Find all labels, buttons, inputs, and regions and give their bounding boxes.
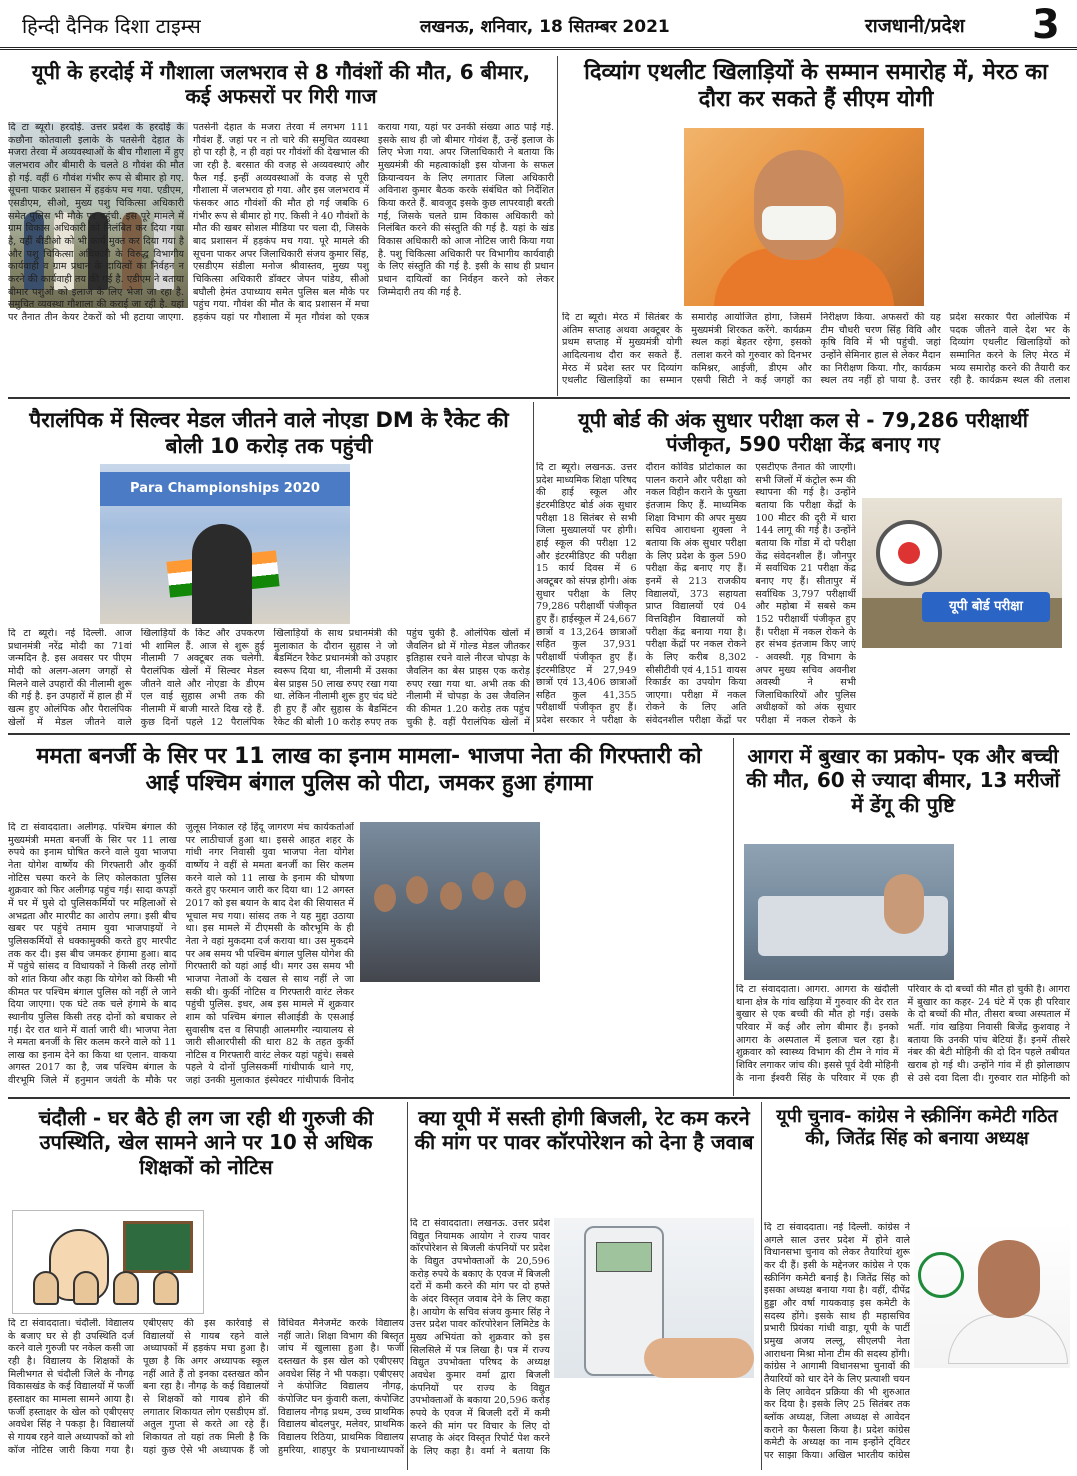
section-rule	[8, 397, 1070, 399]
story-headline: यूपी के हरदोई में गौशाला जलभराव से 8 गौवंशों की मौत, 6 बीमार, कई अफसरों पर गिरी गाज	[31, 60, 531, 109]
issue-date: लखनऊ, शनिवार, 18 सितम्बर 2021	[420, 17, 670, 37]
story-body: दि टा ब्यूरो। मेरठ में सितंबर के अंतिम सप्ताह अथवा अक्टूबर के प्रथम सप्ताह में मुख्यमंत्री योगी आदित्यनाथ दौरा कर सकते हैं. मेरठ में प्रदेश स्तर पर दिव्यांग एथलीट खिलाड़ियों का सम्मान समारोह आयोजित होगा, जिसमें मुख्यमंत्री शिरकत करेंगे. कार्यक्रम स्थल कहां बेहतर रहेगा, इसको तलाश करने को गुरुवार को दिनभर कमिश्नर, आईजी, डीएम और एसपी सिटी ने कई जगहों का निरीक्षण किया. अफसरों की यह टीम चौधरी चरण सिंह विवि और कृषि विवि में भी पहुंची. जहां उन्होंने सेमिनार हाल से लेकर मैदान का निरीक्षण किया. गौर, कार्यक्रम स्थल तय नहीं हो पाया है. उत्तर प्रदेश सरकार पैरा ओलंपिक में पदक जीतने वाले देश भर के दिव्यांग एथलीट खिलाड़ियों को सम्मानित करने के लिए मेरठ में भव्य समारोह करने की तैयारी कर रही है. कार्यक्रम स्थल की तलाश	[562, 312, 1070, 387]
story-yogi	[562, 56, 1070, 396]
story-photo-exam	[862, 498, 1062, 648]
story-agra	[736, 738, 1070, 1096]
story-photo-hospital	[744, 844, 954, 980]
story-body: दि टा ब्यूरो। हरदोई. उत्तर प्रदेश के हरदोई के कछौना कोतवाली इलाके के पतसेनी देहात के मजरा तेरवा में अव्यवस्थाओं के बीच गौशाला में हुए जलभराव और बीमारी के चलते 8 गौवंश की मौत हो गई. वहीं 6 गौवंश गंभीर रूप से बीमार हो गए. सूचना पाकर प्रशासन में हड़कंप मच गया. एडीएम, एसडीएम, सीओ, मुख्य पशु चिकित्सा अधिकारी समेत पुलिस भी मौके पर पहुंची. इस पूरे मामले में ग्राम विकास अधिकारी को निलंबित कर दिया गया है, वहीं बीडीओ को भी कार्य मुक्त कर दिया गया है और पशु चिकित्सा अधिकारी के विरुद्ध विभागीय कार्यवाही व ग्राम प्रधान के दायित्वों का निर्वहन न करने की कार्यवाही तय की गई है. एडीएम ने बताया बीमार पशुओं को इलाज के लिए भेजा जा रहा है. समुचित व्यवस्था गौशाला की कराई जा रही है. यहां पर तैनात तीन केयर टेकरों को भी हटाया जाएगा. पतसेनी देहात के मजरा तेरवा में लगभग 111 गौवंश हैं. जहां पर न तो चारे की समुचित व्यवस्था हो पा रही है, न ही वहां पर गौवंशों की देखभाल की जा रही है. बरसात की वजह से अव्यवस्थाएं और फैल गईं. इन्हीं अव्यवस्थाओं के वजह से पूरी गौशाला में जलभराव हो गया. और इस जलभराव में फंसकर आठ गौवंशों की मौत हो गई जबकि 6 गंभीर रूप से बीमार हो गए. किसी ने 40 गौवंशों के मौत की खबर सोशल मीडिया पर चला दी, जिसके बाद प्रशासन में हड़कंप मच गया. पूरे मामले की सूचना पाकर अपर जिलाधिकारी संजय कुमार सिंह, एसडीएम संडीला मनोज श्रीवास्तव, मुख्य पशु चिकित्सा अधिकारी डॉक्टर जेपन पांडेय, सीओ बघौली हेमंत उपाध्याय समेत पुलिस बल मौके पर पहुंच गया. गौवंश की मौत के बाद प्रशासन में मचा हड़कंप यहां पर गौशाला में मृत गौवंश को एकत्र कराया गया, यहां पर उनकी संख्या आठ पाई गई. इसके साथ ही जो बीमार गोवंश हैं, उन्हें इलाज के लिए भेजा गया. अपर जिलाधिकारी ने बताया कि मुख्यमंत्री की महत्वाकांक्षी इस योजना के सफल क्रियान्वयन के लिए लगातार जिला अधिकारी अविनाश कुमार बैठक करके संबंधित को निर्देशित किया करते हैं. बावजूद इसके कुछ लापरवाही बरती गई, जिसके चलते ग्राम विकास अधिकारी को निलंबित करने की संस्तुति की गई है. यहां के खंड विकास अधिकारी को आज नोटिस जारी किया गया है. पशु चिकित्सा अधिकारी पर विभागीय कार्यवाही के लिए संस्तुति की गई है. इसी के साथ ही प्रधान प्रधान दायित्वों का निर्वहन करने को लेकर जिम्मेदारी तय की गई है.	[8, 122, 554, 323]
story-headline: दिव्यांग एथलीट खिलाड़ियों के सम्मान समारोह में, मेरठ का दौरा कर सकते हैं सीएम योगी	[584, 60, 1048, 112]
story-body: दि टा ब्यूरो। लखनऊ. उत्तर प्रदेश माध्यमिक शिक्षा परिषद की हाई स्कूल और इंटरमीडिएट बोर्ड अंक सुधार परीक्षा 18 सितंबर से सभी जिला मुख्यालयों पर होगी। हाई स्कूल की परीक्षा 12 और इंटरमीडिएट की परीक्षा 15 कार्य दिवस में 6 अक्टूबर को संपन्न होगी। अंक सुधार परीक्षा के लिए 79,286 परीक्षार्थी पंजीकृत हुए हैं। हाईस्कूल में 24,667 छात्रों व 13,264 छात्राओं सहित कुल 37,931 परीक्षार्थी पंजीकृत हुए हैं। इंटरमीडिएट में 27,949 छात्रों एवं 13,406 छात्राओं सहित कुल 41,355 परीक्षार्थी पंजीकृत हुए हैं। प्रदेश सरकार ने परीक्षा के दौरान कोविड प्रोटोकाल का पालन कराने और परीक्षा को नकल विहीन कराने के पुख्ता इंतजाम किए हैं. माध्यमिक शिक्षा विभाग की अपर मुख्य सचिव आराधना शुक्ला ने बताया कि अंक सुधार परीक्षा के लिए प्रदेश के कुल 590 परीक्षा केंद्र बनाए गए हैं। इनमें से 213 राजकीय विद्यालयों, 373 सहायता प्राप्त विद्यालयों एवं 04 वित्तविहीन विद्यालयों को परीक्षा केंद्र बनाया गया है। परीक्षा केंद्रों पर नकल रोकने के लिए करीब 8,302 सीसीटीवी एवं 4,151 वायस रिकार्डर का उपयोग किया जाएगा। परीक्षा में नकल रोकने के लिए अति संवेदनशील परीक्षा केंद्रों पर एसटीएफ तैनात की जाएगी। सभी जिलों में कंट्रोल रूम की स्थापना की गई है। उन्होंने बताया कि परीक्षा केंद्रों के 100 मीटर की दूरी में धारा 144 लागू की गई है। उन्होंने बताया कि गोंडा में दो परीक्षा केंद्र संवेदनशील हैं। जौनपुर में सर्वाधिक 21 परीक्षा केंद्र बनाए गए हैं। सीतापुर में सर्वाधिक 3,797 परीक्षार्थी और महोबा में सबसे कम 152 परीक्षार्थी पंजीकृत हुए हैं। परीक्षा में नकल रोकने के हर संभव इंतजाम किए जाएं - अवस्थी. गृह विभाग के अपर मुख्य सचिव अवनीश अवस्थी ने सभी जिलाधिकारियों और पुलिस अधीक्षकों को अंक सुधार परीक्षा में नकल रोकने के	[536, 462, 856, 727]
story-body: दि टा संवाददाता। अलीगढ़. पश्चिम बंगाल की मुख्यमंत्री ममता बनर्जी के सिर पर 11 लाख रुपये का इनाम घोषित करने वाले युवा भाजपा नेता योगेश वार्ष्णेय की गिरफ्तारी और कुर्की नोटिस चस्पा करने के लिए कोलकाता पुलिस शुक्रवार को फिर अलीगढ़ पहुंच गई। सादा कपड़ों में घर में घुसे दो पुलिसकर्मियों पर महिलाओं से अभद्रता और मारपीट का आरोप लगा। इसी बीच खबर पर पहुंचे तमाम युवा भाजपाइयों ने पुलिसकर्मियों से धक्कामुक्की करते हुए मारपीट तक कर दी। इस बीच जमकर हंगामा हुआ। बाद में पहुंचे सांसद व विधायकों ने किसी तरह लोगों को शांत किया और कहा कि योगेश को किसी भी कीमत पर पश्चिम बंगाल पुलिस को नहीं ले जाने दिया जाएगा। एक घंटे तक चले हंगामे के बाद स्थानीय पुलिस किसी तरह दोनों को बचाकर ले गई। देर रात थाने में वार्ता जारी थी। भाजपा नेता ने ममता बनर्जी के सिर कलम करने वाले को 11 लाख का इनाम देने का किया था एलान. वाकया अगस्त 2017 का है, जब पश्चिम बंगाल के वीरभूमि जिले में हनुमान जयंती के मौके पर जुलूस निकाल रहे हिंदू जागरण मंच कार्यकर्ताओं पर लाठीचार्ज हुआ था। इससे आहत शहर के गांधी नगर निवासी युवा भाजपा नेता योगेश वार्ष्णेय ने वहीं से ममता बनर्जी का सिर कलम करने वाले को 11 लाख के इनाम की घोषणा करते हुए फरमान जारी कर दिया था। 12 अगस्त 2017 को इस बयान के बाद देश की सियासत में भूचाल मच गया। सांसद तक ने यह मुद्दा उठाया था। इस मामले में टीएमसी के कौरभूमि के ही नेता ने वहां मुकदमा दर्ज कराया था। उस मुकदमे पर अब समय भी पश्चिम बंगाल पुलिस योगेश की गिरफ्तारी को यहां आई थी। मगर उस समय भी भाजपा नेताओं के दखल से साथ नहीं ले जा सकी थी। कुर्की नोटिस व गिरफ्तारी वारंट लेकर पहुंची पुलिस. इधर, अब इस मामले में शुक्रवार शाम को पश्चिम बंगाल सीआईडी के एसआई सुवासीष दत्त व सिपाही आलमगीर न्यायालय से जारी सीआरपीसी की धारा 82 के तहत कुर्की नोटिस व गिरफ्तारी वारंट लेकर यहां पहुंचे। सबसे पहले ये दोनों पुलिसकर्मी गांधीपार्क थाने गए, जहां उनकी मुलाकात इंस्पेक्टर गांधीपार्क विनोद	[8, 822, 354, 1087]
story-photo-crowd	[360, 822, 540, 982]
story-photo-meter	[554, 1218, 754, 1378]
upboard-seal-icon	[876, 520, 942, 586]
story-body: दि टा संवाददाता। आगरा. आगरा के खंदौली थाना क्षेत्र के गांव खड़िया में गुरुवार की देर रात बुखार से एक बच्ची की मौत हो गई। उसके परिवार में कई और लोग बीमार हैं। इनको आगरा के अस्पताल में इलाज चल रहा है। शुक्रवार को स्वास्थ्य विभाग की टीम ने गांव में शिविर लगाकर जांच की। इससे पूर्व देवी मोहिनी के नाना ईश्वरी सिंह के परिवार में एक ही परिवार के दो बच्चों की मौत हो चुकी है। आगरा में बुखार का कहर- 24 घंटे में एक ही परिवार के दो बच्चों की मौत, तीसरा बच्चा अस्पताल में भर्ती. गांव खड़िया निवासी बिजेंद्र कुशवाह ने बताया कि उनकी पांच बेटियां हैं। इनमें तीसरे नंबर की बेटी मोहिनी की दो दिन पहले तबीयत खराब हो गई थी। उन्होंने गांव में ही झोलाछाप से उसे दवा दिला दी। गुरुवार रात मोहिनी को	[736, 984, 1070, 1084]
story-body: दि टा संवाददाता। चंदौली. विद्यालय के बजाए घर से ही उपस्थिति दर्ज करने वाले गुरुजी पर नकेल कसी जा रही है। विद्यालय के शिक्षकों के मिलीभगत से चंदौली जिले के नौगढ़ विकासखंड के कई विद्यालयों में फर्जी हस्ताक्षर का मामला सामने आया है। फर्जी हस्ताक्षर के खेल को एबीएसए अवधेश सिंह ने पकड़ा है। विद्यालयों से गायब रहने वाले अध्यापकों को शो कॉज नोटिस जारी किया गया है। एबीएसए की इस कार्रवाई से विद्यालयों से गायब रहने वाले अध्यापकों में हड़कंप मचा हुआ है। पूछा है कि अगर अध्यापक स्कूल नहीं आते हैं तो इनका दस्तखत कौन बना रहा है। नौगढ़ के कई विद्यालयों से शिक्षकों को गायब होने की लगातार शिकायत लोग एसडीएम डॉ. अतुल गुप्ता से करते आ रहे हैं। शिकायत तो यहां तक मिली है कि यहां कुछ ऐसे भी अध्यापक हैं जो विधिवत मैनेजमेंट करके विद्यालय नहीं जाते। शिक्षा विभाग की बिस्तृत जांच में खुलासा हुआ है। फर्जी दस्तखत के इस खेल को एबीएसए अवधेश सिंह ने भी पकड़ा। एबीएसए ने कंपोजिट विद्यालय नौगढ़, कंपोजिट घन कुंवारी कला, कंपोजिट विद्यालय नौगढ़ प्रथम, उच्च प्राथमिक विद्यालय बोदलपुर, मलेवर, प्राथमिक विद्यालय रिठिया, प्राथमिक विद्यालय हुमरिया, शाहपुर के प्रधानाध्यापकों	[8, 1318, 404, 1456]
story-gaushala	[8, 56, 554, 396]
story-headline: ममता बनर्जी के सिर पर 11 लाख का इनाम मामला- भाजपा नेता की गिरफ्तारी को आई पश्चिम बंगाल पुलिस को पीटा, जमकर हुआ हंगामा	[36, 744, 702, 796]
story-photo-politician	[914, 1222, 1070, 1368]
story-body: दि टा ब्यूरो। नई दिल्ली. आज प्रधानमंत्री नरेंद्र मोदी का 71वां जन्मदिन है. इस अवसर पर पीएम मोदी को अलग-अलग जगहों से मिलने वाले उपहारों की नीलामी शुरू की गई है. इन उपहारों में हाल ही में खत्म हुए ओलंपिक और पैरालंपिक खेलों में मेडल जीतने वाले खिलाड़ियों के किट और उपकरण भी शामिल हैं. आज से शुरू हुई नीलामी 7 अक्टूबर तक चलेगी. पैरालंपिक खेलों में सिल्वर मेडल जीतने वाले और नोएडा के डीएम एल वाई सुहास अभी तक की नीलामी में बाजी मारते दिख रहे हैं. कुछ दिनों पहले 12 पैरालंपिक खिलाड़ियों के साथ प्रधानमंत्री की मुलाकात के दौरान सुहास ने जो बैडमिंटन रैकेट प्रधानमंत्री को उपहार स्वरूप दिया था, नीलामी में उसका बेस प्राइस 50 लाख रुपए रखा गया था. लेकिन नीलामी शुरू हुए चंद घंटे ही हुए हैं और सुहास के बैडमिंटन रैकेट की बोली 10 करोड़ रुपए तक पहुंच चुकी है. ओलंपिक खेलों में जैवलिन थ्रो में गोल्ड मेडल जीतकर इतिहास रचने वाले नीरज चोपड़ा के जैवलिन का बेस प्राइस एक करोड़ रुपए रखा गया था. अभी तक की नीलामी में चोपड़ा के उस जैवलिन की कीमत 1.20 करोड़ तक पहुंच चुकी है. वहीं पैरालंपिक खेलों में	[8, 628, 530, 728]
story-headline: क्या यूपी में सस्ती होगी बिजली, रेट कम करने की मांग पर पावर कॉरपोरेशन को देना है जवाब	[414, 1106, 754, 1155]
section-name: राजधानी/प्रदेश	[865, 15, 965, 37]
column-rule	[557, 56, 558, 396]
column-rule	[733, 738, 734, 1096]
story-body: दि टा संवाददाता। लखनऊ. उत्तर प्रदेश विद्युत नियामक आयोग ने राज्य पावर कॉरपोरेशन से बिजली कंपनियों पर प्रदेश के विद्युत उपभोक्ताओं के 20,596 करोड़ रुपये के बकाए के एवज में बिजली दरों में कमी करने की मांग पर दो हफ्ते के अंदर विस्तृत जवाब देने के लिए कहा है। आयोग के सचिव संजय कुमार सिंह ने उत्तर प्रदेश पावर कॉरपोरेशन लिमिटेड के मुख्य अभियंता को शुक्रवार को इस सिलसिले में पत्र लिखा है। पत्र में राज्य विद्युत उपभोक्ता परिषद के अध्यक्ष अवधेश कुमार वर्मा द्वारा बिजली कंपनियों पर राज्य के विद्युत उपभोक्ताओं के बकाया 20,596 करोड़ रुपये के एवज में बिजली दरों में कमी करने की मांग पर विचार के लिए दो सप्ताह के अंदर विस्तृत रिपोर्ट पेश करने के लिए कहा है। वर्मा ने बताया कि	[410, 1218, 550, 1457]
party-logo-icon	[918, 1252, 964, 1298]
story-headline: यूपी बोर्ड की अंक सुधार परीक्षा कल से - 79,286 परीक्षार्थी पंजीकृत, 590 परीक्षा केंद्र बनाए गए	[578, 408, 1028, 457]
story-mamata	[8, 738, 730, 1096]
story-photo-yogi	[684, 128, 924, 306]
photo-caption-tag: यूपी बोर्ड परीक्षा	[922, 592, 1050, 622]
story-board	[536, 402, 1070, 732]
masthead	[0, 0, 1077, 50]
page-number: 3	[1032, 2, 1060, 48]
story-body: दि टा संवाददाता। नई दिल्ली. कांग्रेस ने अगले साल उत्तर प्रदेश में होने वाले विधानसभा चुनाव को लेकर तैयारियां शुरू कर दी हैं। इसी के मद्देनजर कांग्रेस ने एक स्क्रीनिंग कमेटी बनाई है। जितेंद्र सिंह को इसका अध्यक्ष बनाया गया है। वहीं, दीपेंद्र हुड्डा और वर्षा गायकवाड़ इस कमेटी के सदस्य होंगे। इसके साथ ही महासचिव प्रभारी प्रियंका गांधी वाड्रा, यूपी के पार्टी प्रमुख अजय लल्लू, सीएलपी नेता आराधना मिश्रा मोना टीम की सदस्य होंगी। कांग्रेस ने आगामी विधानसभा चुनावों की तैयारियों को धार देने के लिए प्रत्याशी चयन के लिए आवेदन प्रक्रिया की भी शुरुआत कर दिया है। इसके लिए 25 सितंबर तक ब्लॉक अध्यक्ष, जिला अध्यक्ष से आवेदन कराने का फैसला किया है। प्रदेश कांग्रेस कमेटी के अध्यक्ष का नाम इन्होंने ट्विटर पर साझा किया। अखिल भारतीय कांग्रेस	[764, 1222, 910, 1461]
section-rule	[8, 733, 1070, 735]
story-congress	[764, 1102, 1070, 1470]
story-headline: पैरालंपिक में सिल्वर मेडल जीतने वाले नोएडा DM के रैकेट की बोली 10 करोड़ तक पहुंची	[29, 408, 509, 458]
story-illustration-teacher	[12, 1210, 204, 1314]
story-racket	[8, 402, 530, 732]
story-chandauli	[8, 1102, 404, 1470]
story-photo-athlete: Para Championships 2020	[100, 464, 350, 624]
story-bijli	[410, 1102, 758, 1470]
column-rule	[407, 1102, 408, 1470]
column-rule	[761, 1102, 762, 1470]
publication-name: हिन्दी दैनिक दिशा टाइम्स	[22, 14, 201, 38]
section-rule	[8, 1097, 1070, 1099]
column-rule	[533, 402, 534, 732]
story-headline: चंदौली - घर बैठे ही लग जा रही थी गुरुजी की उपस्थिति, खेल सामने आने पर 10 से अधिक शिक्षकों को नोटिस	[38, 1106, 374, 1179]
story-headline: यूपी चुनाव- कांग्रेस ने स्क्रीनिंग कमेटी गठित की, जितेंद्र सिंह को बनाया अध्यक्ष	[776, 1106, 1058, 1149]
story-headline: आगरा में बुखार का प्रकोप- एक और बच्ची की मौत, 60 से ज्यादा बीमार, 13 मरीजों में डेंगू की पुष्टि	[746, 744, 1060, 817]
